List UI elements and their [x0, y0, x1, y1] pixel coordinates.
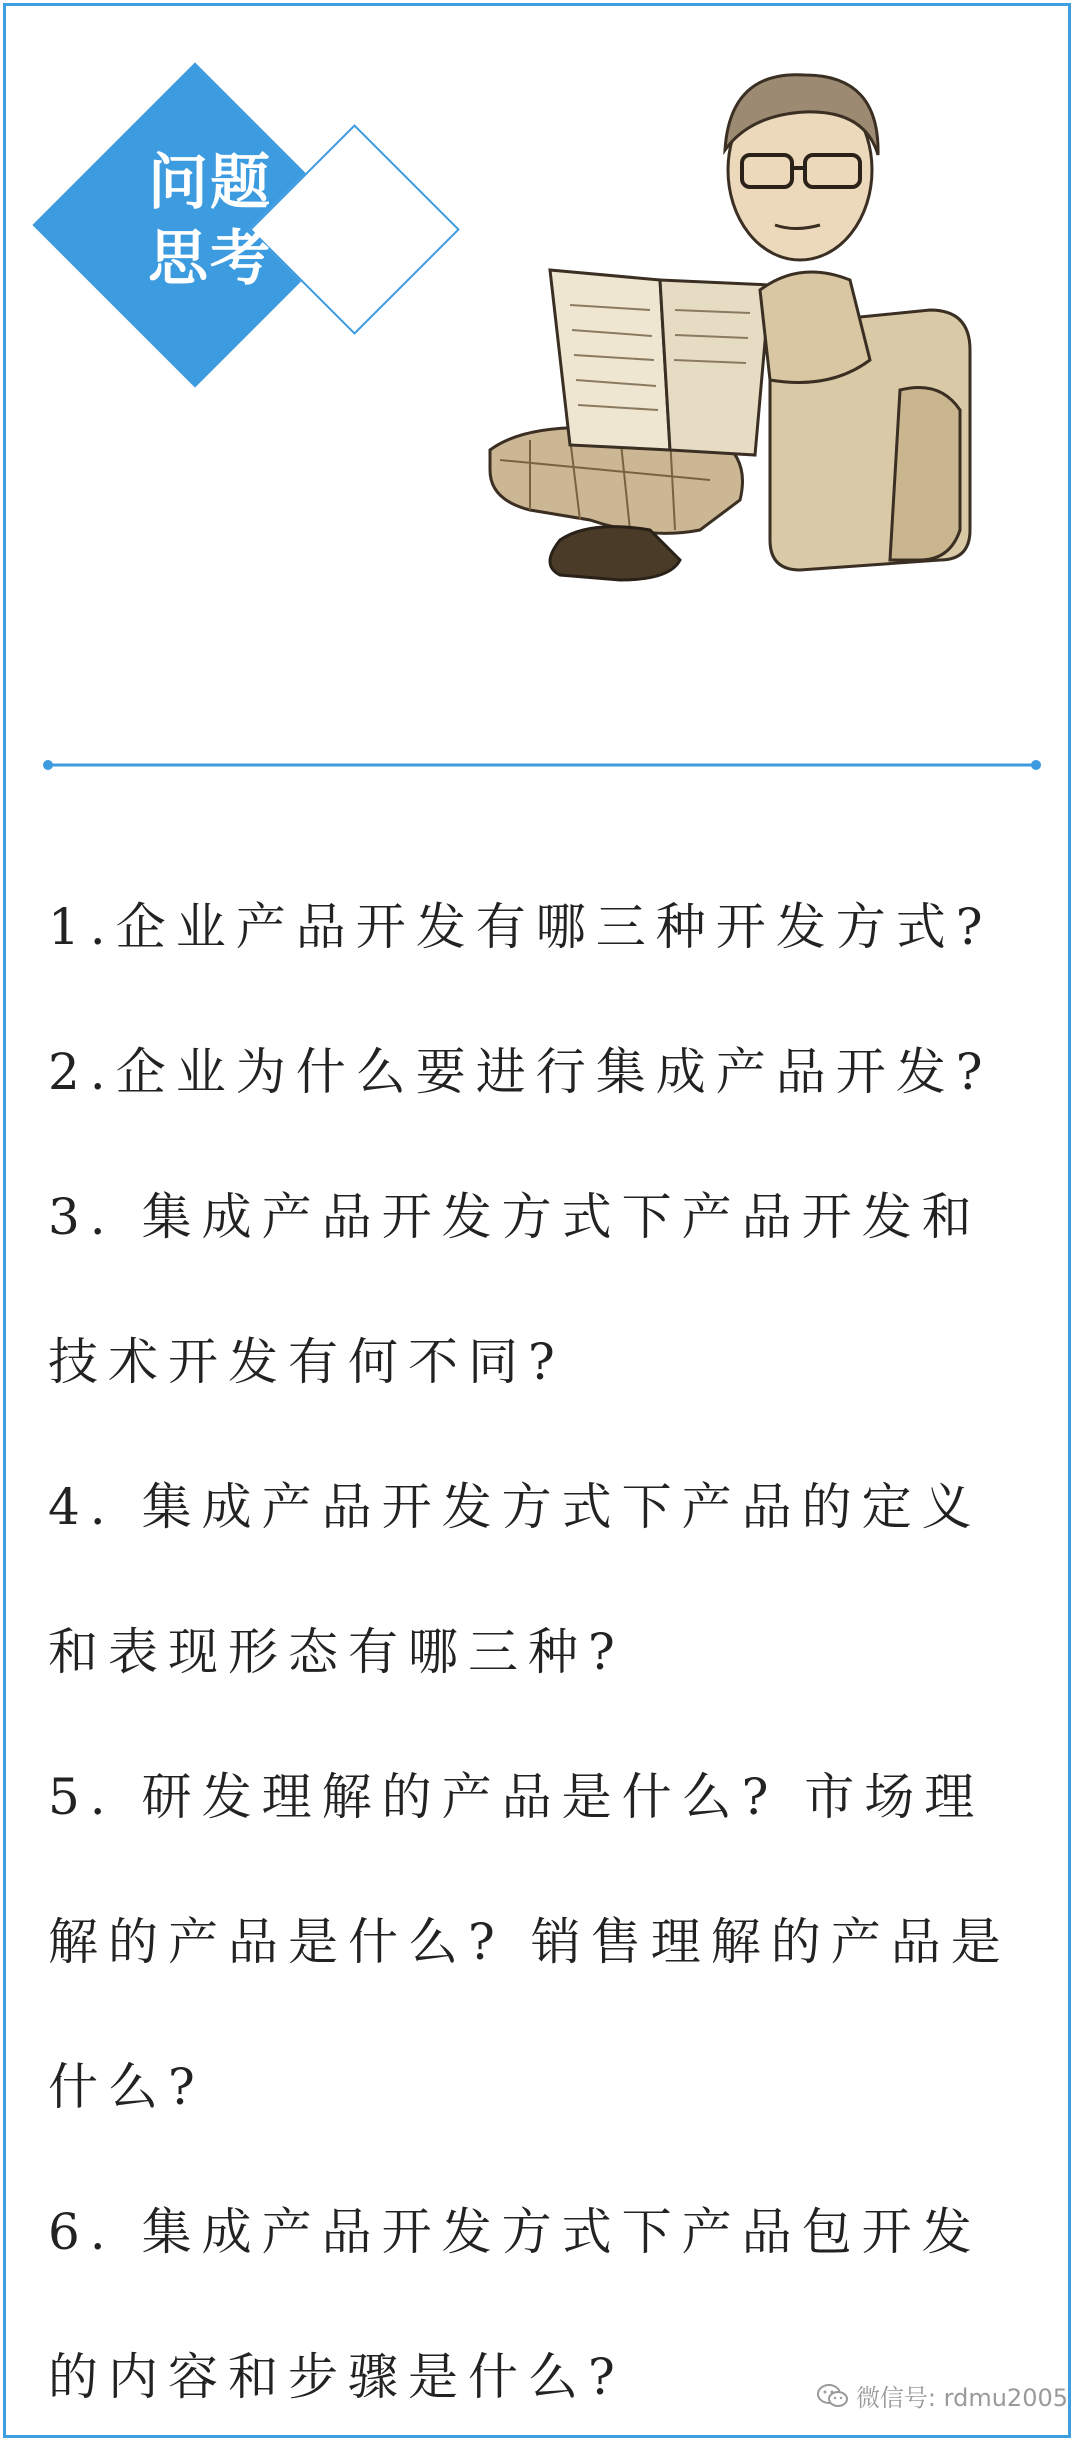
badge-title-line1: 问题 — [148, 148, 272, 218]
question-line: 什么? — [48, 2058, 205, 2116]
wechat-icon — [816, 2382, 850, 2410]
question-line: 解的产品是什么? 销售理解的产品是 — [48, 1913, 1011, 1971]
badge-title-line2: 思考 — [148, 224, 272, 294]
question-line: 3. 集成产品开发方式下产品开发和 — [48, 1188, 982, 1246]
question-line: 2.企业为什么要进行集成产品开发? — [48, 1043, 993, 1101]
badge-title — [130, 145, 290, 297]
question-line: 的内容和步骤是什么? — [48, 2348, 625, 2406]
question-line: 6. 集成产品开发方式下产品包开发 — [48, 2203, 982, 2261]
question-list — [48, 855, 1048, 2450]
question-line: 1.企业产品开发有哪三种开发方式? — [48, 898, 993, 956]
section-divider — [42, 759, 1042, 771]
wechat-watermark — [816, 2378, 1068, 2413]
question-line: 技术开发有何不同? — [48, 1333, 565, 1391]
question-line: 4. 集成产品开发方式下产品的定义 — [48, 1478, 982, 1536]
question-line: 5. 研发理解的产品是什么? 市场理 — [48, 1768, 985, 1826]
question-line: 和表现形态有哪三种? — [48, 1623, 625, 1681]
reading-man-illustration — [470, 60, 1010, 660]
watermark-text: 微信号: rdmu2005 — [855, 2384, 1068, 2412]
